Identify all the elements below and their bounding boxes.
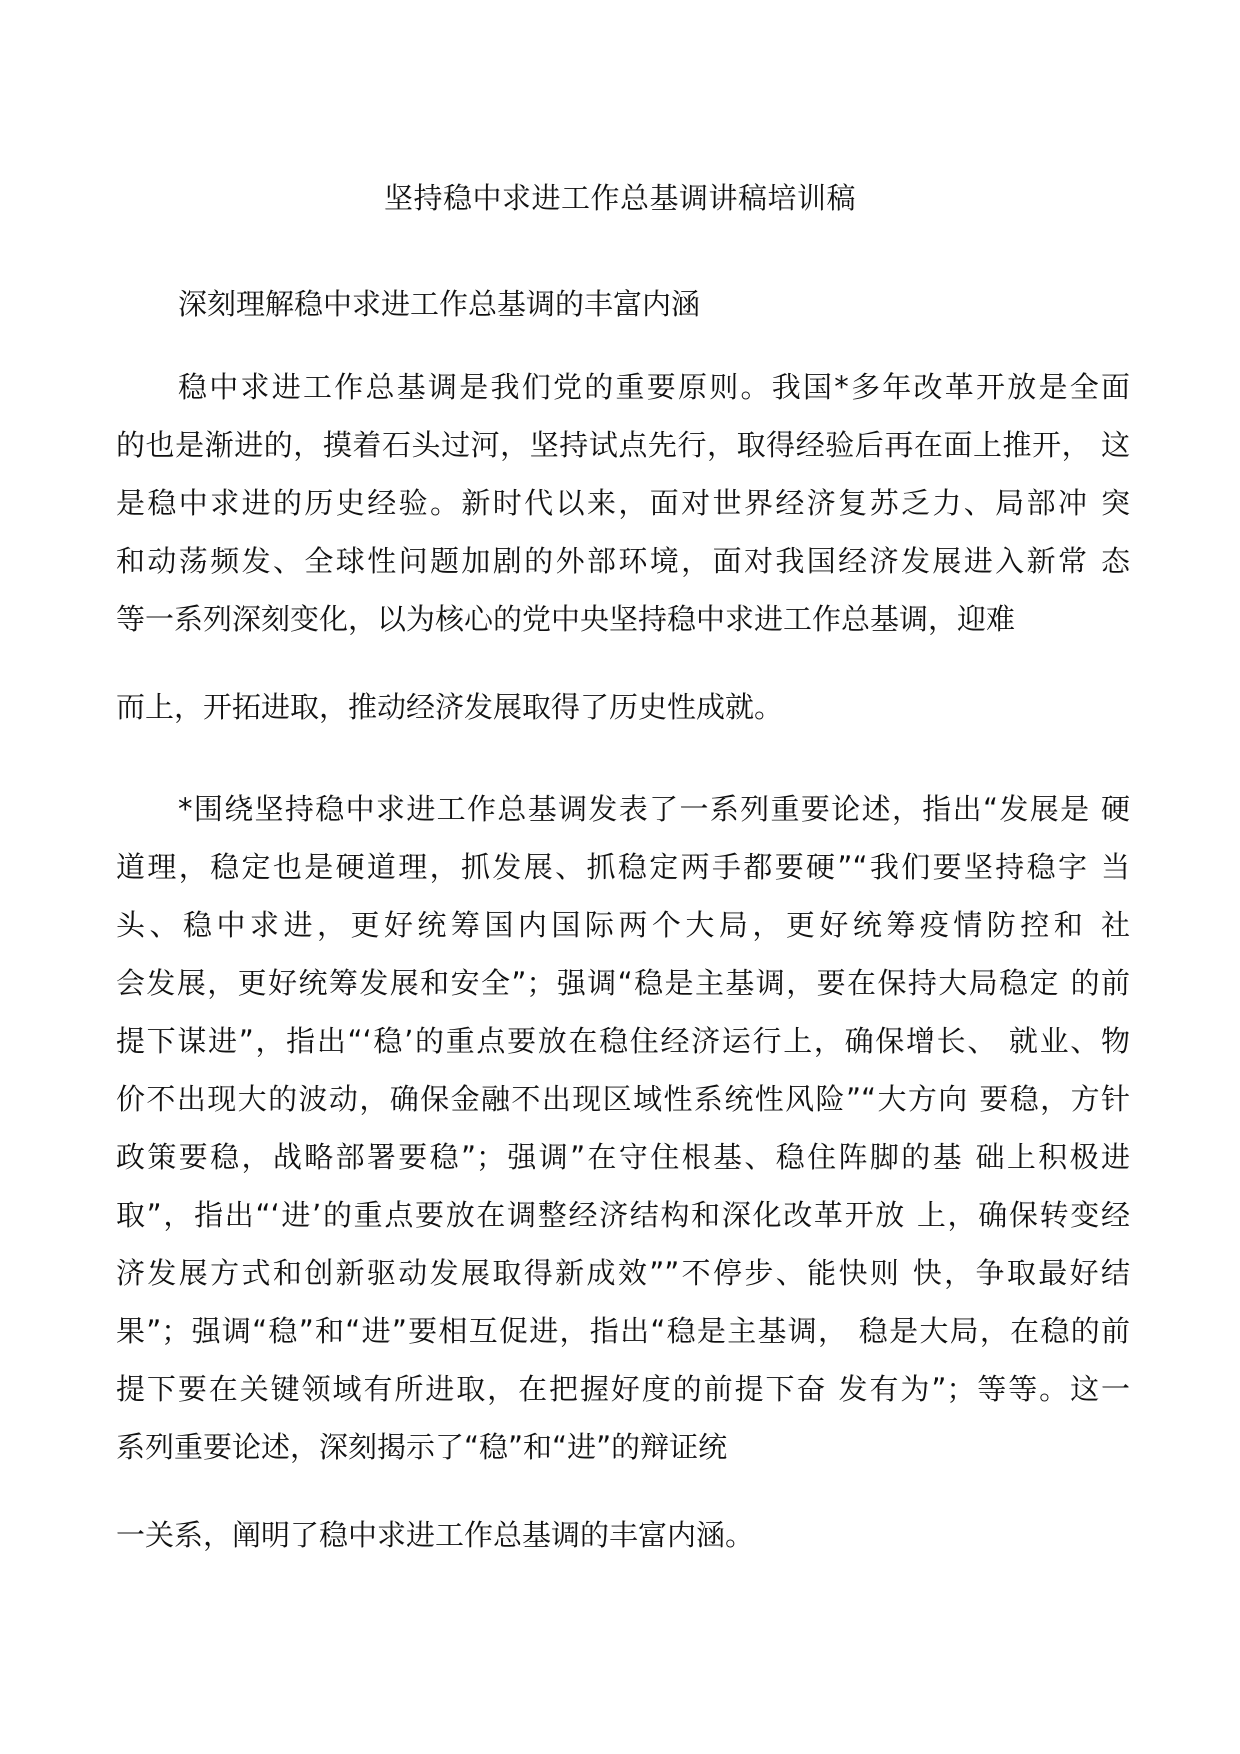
paragraph-line: 提下谋进”，指出“‘稳’的重点要放在稳住经济运行上，确保增长、 就业、物 xyxy=(116,1024,1130,1058)
paragraph-line: 等一系列深刻变化，以为核心的党中央坚持稳中求进工作总基调，迎难 xyxy=(116,602,1016,636)
document-title: 坚持稳中求进工作总基调讲稿培训稿 xyxy=(383,181,856,215)
paragraph-line: 济发展方式和创新驱动发展取得新成效””不停步、能快则 快，争取最好结 xyxy=(116,1256,1130,1290)
paragraph-line: 取”，指出“‘进’的重点要放在调整经济结构和深化改革开放 上，确保转变经 xyxy=(116,1198,1130,1232)
paragraph-line: 果”；强调“稳”和“进”要相互促进，指出“稳是主基调， 稳是大局，在稳的前 xyxy=(116,1314,1130,1348)
paragraph-2 xyxy=(116,780,1130,1564)
paragraph-line: 价不出现大的波动，确保金融不出现区域性系统性风险”“大方向 要稳，方针 xyxy=(116,1082,1130,1116)
paragraph-line: 提下要在关键领域有所进取，在把握好度的前提下奋 发有为”；等等。这一 xyxy=(116,1372,1130,1406)
paragraph-line: 和动荡频发、全球性问题加剧的外部环境，面对我国经济发展进入新常 态 xyxy=(116,544,1130,578)
paragraph-line: 会发展，更好统筹发展和安全”；强调“稳是主基调，要在保持大局稳定 的前 xyxy=(116,966,1130,1000)
paragraph-line: *围绕坚持稳中求进工作总基调发表了一系列重要论述，指出“发展是 硬 xyxy=(178,792,1130,826)
paragraph-line: 稳中求进工作总基调是我们党的重要原则。我国*多年改革开放是全面 xyxy=(178,370,1130,404)
paragraph-line: 的也是渐进的，摸着石头过河，坚持试点先行，取得经验后再在面上推开， 这 xyxy=(116,428,1130,462)
paragraph-line: 政策要稳，战略部署要稳”；强调”在守住根基、稳住阵脚的基 础上积极进 xyxy=(116,1140,1130,1174)
paragraph-line: 而上，开拓进取，推动经济发展取得了历史性成就。 xyxy=(116,690,784,724)
paragraph-1 xyxy=(116,358,1130,736)
paragraph-line: 系列重要论述，深刻揭示了“稳”和“进”的辩证统 xyxy=(116,1430,728,1464)
paragraph-line: 是稳中求进的历史经验。新时代以来，面对世界经济复苏乏力、局部冲 突 xyxy=(116,486,1130,520)
section-heading: 深刻理解稳中求进工作总基调的丰富内涵 xyxy=(178,287,701,321)
paragraph-line: 一关系，阐明了稳中求进工作总基调的丰富内涵。 xyxy=(116,1518,755,1552)
paragraph-line: 道理，稳定也是硬道理，抓发展、抓稳定两手都要硬”“我们要坚持稳字 当 xyxy=(116,850,1130,884)
paragraph-line: 头、稳中求进，更好统筹国内国际两个大局，更好统筹疫情防控和 社 xyxy=(116,908,1130,942)
